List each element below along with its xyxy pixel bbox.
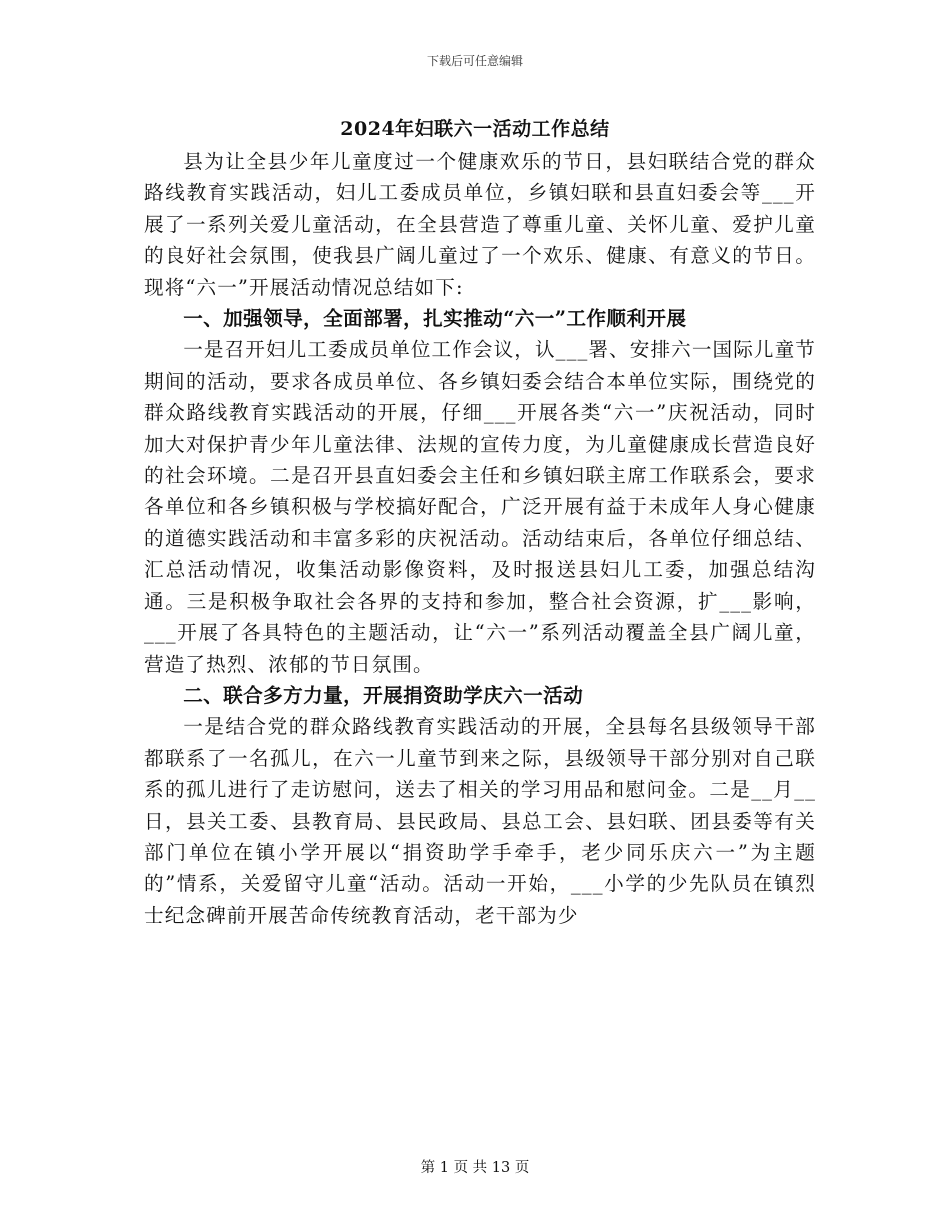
page-header-note: 下载后可任意编辑 (426, 54, 523, 68)
section-1-paragraph: 一是召开妇儿工委成员单位工作会议，认___署、安排六一国际儿童节期间的活动，要求各成员单位、各乡镇妇委会结合本单位实际，围绕党的群众路线教育实践活动的开展，仔细___开展各类“六一”庆祝活动，同时加大对保护青少年儿童法律、法规的宣传力度，为儿童健康成长营造良好的社会环境。二是召开县直妇委会主任和乡镇妇联主席工作联系会，要求各单位和各乡镇积极与学校搞好配合，广泛开展有益于未成年人身心健康的道德实践活动和丰富多彩的庆祝活动。活动结束后，各单位仔细总结、汇总活动情况，收集活动影像资料，及时报送县妇儿工委，加强总结沟通。三是积极争取社会各界的支持和参加，整合社会资源，扩___影响，___开展了各具特色的主题活动，让“六一”系列活动覆盖全县广阔儿童，营造了热烈、浓郁的节日氛围。 (144, 338, 816, 676)
section-heading-1: 一、加强领导，全面部署，扎实推动“六一”工作顺利开展 (183, 307, 687, 331)
document-body (144, 146, 816, 931)
section-2-paragraph: 一是结合党的群众路线教育实践活动的开展，全县每名县级领导干部都联系了一名孤儿，在六一儿童节到来之际，县级领导干部分别对自己联系的孤儿进行了走访慰问，送去了相关的学习用品和慰问金。二是__月__日，县关工委、县教育局、县民政局、县总工会、县妇联、团县委等有关部门单位在镇小学开展以“捐资助学手牵手，老少同乐庆六一”为主题的”情系，关爱留守儿童“活动。活动一开始，___小学的少先队员在镇烈士纪念碑前开展苦命传统教育活动，老干部为少 (144, 715, 816, 927)
section-heading-2: 二、联合多方力量，开展捐资助学庆六一活动 (183, 683, 584, 707)
intro-paragraph: 县为让全县少年儿童度过一个健康欢乐的节日，县妇联结合党的群众路线教育实践活动，妇儿工委成员单位，乡镇妇联和县直妇委会等___开展了一系列关爱儿童活动，在全县营造了尊重儿童、关怀儿童、爱护儿童的良好社会氛围，使我县广阔儿童过了一个欢乐、健康、有意义的节日。现将“六一”开展活动情况总结如下: (144, 150, 816, 299)
page-number: 第 1 页 共 13 页 (420, 1160, 530, 1176)
document-title: 2024年妇联六一活动工作总结 (340, 118, 610, 140)
